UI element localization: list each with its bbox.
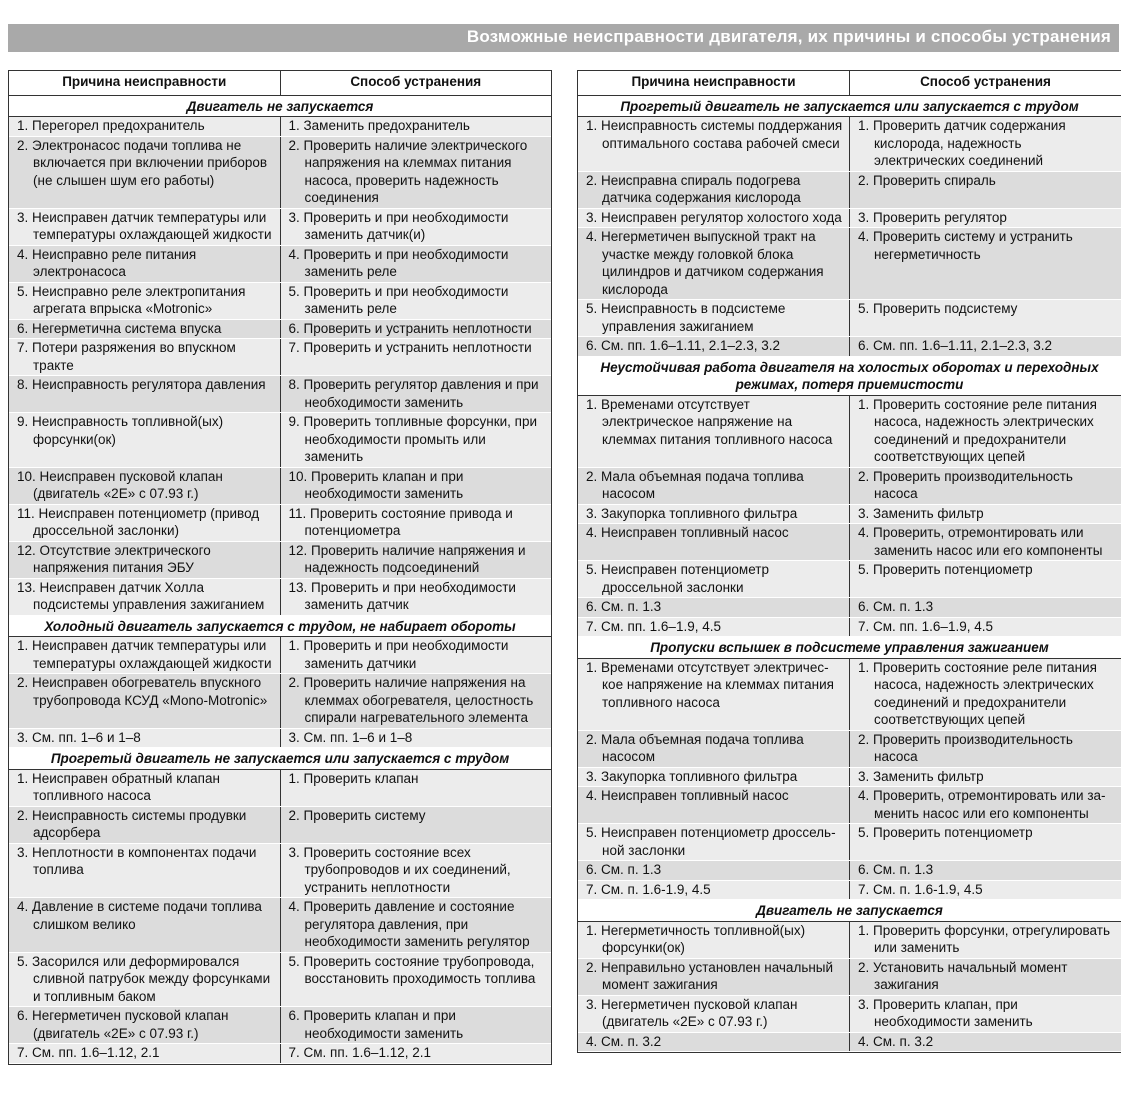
cause-text: 1. Временами отсутствует электрическое напряжение на клеммах питания топливного насоса [586, 396, 833, 447]
section-row [578, 637, 1121, 659]
cause-cell [578, 617, 850, 637]
remedy-text: 2. Установить начальный момент зажигания [858, 959, 1068, 992]
remedy-text: 13. Проверить и при необходимости заменить датчик [288, 579, 516, 612]
cause-cell [578, 171, 850, 208]
cause-cell [578, 228, 850, 300]
remedy-text: 2. Проверить наличие электрического напряжения на клеммах питания насоса, проверить надежность соединения [288, 137, 528, 205]
cause-text: 1. Неисправность системы поддержания оптимального состава рабочей смеси [586, 118, 843, 151]
remedy-text: 11. Проверить состояние привода и потенциометра [288, 505, 513, 538]
remedy-cell [280, 1007, 551, 1044]
cause-text: 10. Неисправен пусковой клапан (двигатель «2E» с 07.93 г.) [17, 468, 223, 501]
cause-cell [578, 208, 850, 228]
cause-text: 5. Неисправен потенциометр дроссельной заслонки [586, 562, 769, 595]
section-row [9, 95, 551, 117]
remedy-text: 4. Проверить и при необходимости заменить реле [288, 246, 509, 279]
cause-text: 4. Негерметичен выпускной тракт на участке между головкой блока цилиндров и датчиком содержания кислорода [586, 229, 824, 297]
cause-text: 4. Неисправно реле питания электронасоса [17, 246, 197, 279]
cause-text: 2. Мала объемная подача топлива насосом [586, 731, 804, 764]
cause-text: 4. См. п. 3.2 [586, 1033, 662, 1049]
remedy-text: 5. Проверить потенциометр [858, 562, 1033, 577]
cause-text: 4. Давление в системе подачи топлива слишком велико [17, 899, 262, 932]
cause-text: 13. Неисправен датчик Холла подсистемы управления зажиганием [17, 579, 265, 612]
section-title: Прогретый двигатель не запускается или запускается с трудом [9, 748, 551, 770]
section-row [9, 615, 551, 637]
remedy-text: 2. Проверить систему [288, 807, 426, 823]
remedy-text: 6. Проверить и устранить неплотности [288, 320, 532, 336]
cause-cell [578, 467, 850, 504]
cause-text: 3. Закупорка топливного фильтра [586, 505, 798, 521]
cause-text: 5. Неисправен потенциометр дроссельной заслонки [586, 825, 836, 858]
section-title: Пропуски вспышек в подсистеме управления зажиганием [578, 637, 1121, 659]
remedy-text: 1. Проверить и при необходимости заменить датчики [288, 638, 509, 671]
table-row [9, 339, 551, 376]
table-row [9, 1044, 551, 1064]
cause-text: 4. Неисправен топливный насос [586, 788, 789, 803]
remedy-cell [850, 171, 1121, 208]
cause-cell [9, 728, 280, 748]
table-row [578, 504, 1121, 524]
cause-cell [9, 1044, 280, 1064]
remedy-cell [850, 824, 1121, 861]
section-title: Неустойчивая работа двигателя на холостых оборотах и переходных режимах, потеря приемистости [578, 356, 1121, 395]
remedy-cell [280, 117, 551, 137]
table-row [9, 1007, 551, 1044]
cause-text: 3. См. пп. 1–6 и 1–8 [17, 729, 141, 745]
remedy-text: 1. Проверить клапан [288, 770, 419, 786]
table-header-row [578, 71, 1121, 95]
remedy-cell [280, 637, 551, 674]
fault-table [9, 71, 551, 1064]
section-row [578, 95, 1121, 117]
remedy-cell [280, 376, 551, 413]
cause-cell [9, 282, 280, 319]
remedy-cell [850, 300, 1121, 337]
remedy-cell [280, 245, 551, 282]
cause-text: 8. Неисправность регулятора давления [17, 377, 266, 392]
remedy-text: 3. Заменить фильтр [858, 505, 984, 521]
cause-cell [9, 208, 280, 245]
title-banner [8, 24, 1119, 52]
remedy-text: 10. Проверить клапан и при необходимости заменить [288, 468, 464, 501]
cause-cell [578, 117, 850, 172]
remedy-text: 5. Проверить подсистему [858, 301, 1018, 316]
table-row [578, 524, 1121, 561]
cause-cell [578, 958, 850, 995]
cause-cell [9, 1007, 280, 1044]
cause-cell [578, 337, 850, 357]
cause-cell [9, 339, 280, 376]
cause-text: 2. Неправильно установлен начальный момент зажигания [586, 959, 834, 992]
header-cause: Причина неисправности [9, 71, 280, 95]
table-row [578, 767, 1121, 787]
cause-text: 9. Неисправность топливной(ых) форсунки(ок) [17, 414, 224, 447]
table-row [9, 245, 551, 282]
remedy-cell [850, 658, 1121, 730]
table-row [578, 921, 1121, 958]
cause-text: 1. Неисправен датчик температуры или температуры охлаждающей жидкости [17, 638, 272, 671]
cause-text: 3. Неплотности в компонентах подачи топлива [17, 844, 257, 877]
cause-text: 7. См. пп. 1.6–1.9, 4.5 [586, 618, 721, 634]
section-title: Двигатель не запускается [9, 95, 551, 117]
remedy-text: 3. См. пп. 1–6 и 1–8 [288, 729, 413, 745]
cause-cell [9, 952, 280, 1007]
table-row [9, 637, 551, 674]
cause-text: 2. Неисправность системы продувки адсорбера [17, 807, 247, 840]
remedy-cell [280, 136, 551, 208]
cause-cell [9, 413, 280, 468]
table-row [578, 730, 1121, 767]
header-remedy: Способ устранения [850, 71, 1121, 95]
cause-cell [578, 824, 850, 861]
cause-cell [578, 767, 850, 787]
table-row [9, 578, 551, 615]
table-row [9, 769, 551, 806]
cause-cell [9, 806, 280, 843]
cause-text: 6. Негерметична система впуска [17, 320, 222, 336]
cause-text: 3. Закупорка топливного фильтра [586, 768, 798, 784]
cause-cell [578, 1032, 850, 1052]
cause-cell [9, 541, 280, 578]
cause-text: 2. Неисправен обогреватель впускного трубопровода КСУД «Mono-Motronic» [17, 675, 268, 708]
table-row [578, 787, 1121, 824]
table-row [578, 300, 1121, 337]
section-row [9, 748, 551, 770]
remedy-text: 9. Проверить топливные форсунки, при необходимости промыть или заменить [288, 414, 538, 464]
remedy-text: 4. Проверить, отремонтировать или заменить насос или его компоненты [858, 525, 1103, 558]
right-table-column [577, 70, 1121, 1053]
remedy-text: 5. Проверить состояние трубопровода, восстановить проходимость топлива [288, 953, 536, 986]
cause-cell [9, 136, 280, 208]
remedy-cell [280, 208, 551, 245]
table-row [9, 674, 551, 729]
cause-text: 6. См. п. 1.3 [586, 599, 662, 614]
table-row [9, 117, 551, 137]
remedy-cell [850, 598, 1121, 618]
table-row [578, 658, 1121, 730]
remedy-text: 2. Проверить наличие напряжения на клеммах обогревателя, целостность спирали нагревательного элемента [288, 675, 534, 725]
remedy-text: 3. Проверить и при необходимости заменить датчик(и) [288, 209, 509, 242]
remedy-text: 4. Проверить, отремонтировать или заменить насос или его компоненты [858, 788, 1106, 821]
remedy-cell [850, 787, 1121, 824]
table-row [578, 880, 1121, 900]
remedy-cell [280, 319, 551, 339]
table-row [578, 395, 1121, 467]
cause-cell [578, 524, 850, 561]
table-row [9, 376, 551, 413]
table-row [9, 319, 551, 339]
cause-text: 11. Неисправен потенциометр (привод дроссельной заслонки) [17, 505, 260, 538]
remedy-cell [850, 995, 1121, 1032]
cause-text: 5. Неисправно реле электропитания агрегата впрыска «Motronic» [17, 283, 246, 316]
remedy-cell [850, 958, 1121, 995]
table-row [578, 617, 1121, 637]
remedy-text: 6. См. п. 1.3 [858, 599, 934, 614]
table-row [578, 958, 1121, 995]
remedy-cell [280, 898, 551, 953]
cause-cell [9, 319, 280, 339]
cause-text: 1. Временами отсутствует электрическое напряжение на клеммах питания топливного насоса [586, 659, 834, 710]
remedy-text: 7. Проверить и устранить неплотности [288, 340, 532, 355]
cause-cell [9, 467, 280, 504]
remedy-cell [280, 674, 551, 729]
section-title: Холодный двигатель запускается с трудом, не набирает обороты [9, 615, 551, 637]
remedy-text: 1. Проверить состояние реле питания насоса, надежность электрических соединений и предохранители соответствующих цепей [858, 396, 1097, 464]
remedy-cell [280, 952, 551, 1007]
remedy-cell [850, 504, 1121, 524]
remedy-text: 4. См. п. 3.2 [858, 1033, 934, 1049]
table-row [9, 208, 551, 245]
cause-text: 5. Засорился или деформировался сливной патрубок между форсунками и топливным баком [17, 953, 271, 1004]
remedy-cell [850, 395, 1121, 467]
remedy-text: 3. Проверить регулятор [858, 209, 1007, 225]
remedy-text: 7. См. п. 1.6-1.9, 4.5 [858, 881, 983, 897]
remedy-text: 3. Заменить фильтр [858, 768, 984, 784]
remedy-text: 4. Проверить давление и состояние регулятора давления, при необходимости заменить регулятор [288, 899, 530, 949]
table-row [578, 208, 1121, 228]
cause-text: 12. Отсутствие электрического напряжения питания ЭБУ [17, 542, 211, 575]
table-row [9, 467, 551, 504]
cause-cell [578, 861, 850, 881]
header-remedy: Способ устранения [280, 71, 551, 95]
remedy-cell [280, 282, 551, 319]
cause-cell [578, 300, 850, 337]
remedy-cell [850, 880, 1121, 900]
fault-table [578, 71, 1121, 1052]
cause-cell [9, 843, 280, 898]
table-row [9, 504, 551, 541]
table-row [578, 861, 1121, 881]
table-row [578, 598, 1121, 618]
cause-text: 1. Негерметичность топливной(ых) форсунки(ок) [586, 922, 806, 955]
cause-cell [578, 880, 850, 900]
page-title: Возможные неисправности двигателя, их причины и способы устранения [466, 27, 1111, 46]
cause-text: 6. См. пп. 1.6–1.11, 2.1–2.3, 3.2 [586, 338, 781, 353]
remedy-cell [280, 1044, 551, 1064]
cause-cell [9, 117, 280, 137]
remedy-cell [850, 337, 1121, 357]
remedy-text: 1. Проверить датчик содержания кислорода, надежность электрических соединений [858, 118, 1066, 168]
remedy-cell [850, 228, 1121, 300]
table-row [9, 413, 551, 468]
cause-cell [578, 787, 850, 824]
remedy-cell [280, 504, 551, 541]
remedy-text: 2. Проверить спираль [858, 172, 996, 188]
remedy-cell [280, 728, 551, 748]
remedy-cell [280, 339, 551, 376]
remedy-cell [850, 730, 1121, 767]
remedy-cell [280, 541, 551, 578]
remedy-cell [850, 921, 1121, 958]
table-row [578, 995, 1121, 1032]
remedy-cell [280, 413, 551, 468]
header-cause: Причина неисправности [578, 71, 850, 95]
cause-cell [9, 674, 280, 729]
table-header-row [9, 71, 551, 95]
table-row [578, 561, 1121, 598]
remedy-text: 2. Проверить производительность насоса [858, 468, 1073, 501]
cause-text: 5. Неисправность в подсистеме управления зажиганием [586, 301, 786, 334]
remedy-cell [850, 524, 1121, 561]
remedy-text: 3. Проверить состояние всех трубопроводов и их соединений, устранить неплотности [288, 844, 511, 895]
cause-text: 7. Потери разряжения во впускном тракте [17, 340, 236, 373]
section-title: Прогретый двигатель не запускается или запускается с трудом [578, 95, 1121, 117]
table-row [9, 728, 551, 748]
remedy-cell [280, 843, 551, 898]
section-row [578, 900, 1121, 922]
remedy-text: 8. Проверить регулятор давления и при необходимости заменить [288, 377, 539, 410]
remedy-text: 7. См. пп. 1.6–1.12, 2.1 [288, 1045, 431, 1060]
cause-text: 7. См. п. 1.6-1.9, 4.5 [586, 881, 711, 897]
table-row [578, 117, 1121, 172]
table-row [9, 806, 551, 843]
remedy-cell [850, 767, 1121, 787]
remedy-text: 4. Проверить систему и устранить негерметичность [858, 229, 1073, 262]
table-row [9, 952, 551, 1007]
remedy-cell [280, 806, 551, 843]
remedy-cell [280, 769, 551, 806]
cause-text: 3. Неисправен регулятор холостого хода [586, 209, 842, 225]
table-row [578, 171, 1121, 208]
cause-cell [578, 921, 850, 958]
remedy-text: 7. См. пп. 1.6–1.9, 4.5 [858, 618, 993, 634]
cause-cell [9, 769, 280, 806]
remedy-text: 12. Проверить наличие напряжения и надежность подсоединений [288, 542, 526, 575]
table-row [578, 467, 1121, 504]
remedy-cell [280, 467, 551, 504]
cause-text: 6. Негерметичен пусковой клапан (двигатель «2E» с 07.93 г.) [17, 1008, 229, 1041]
cause-text: 1. Неисправен обратный клапан топливного насоса [17, 770, 220, 803]
cause-text: 3. Негерметичен пусковой клапан (двигатель «2E» с 07.93 г.) [586, 996, 798, 1029]
cause-cell [578, 395, 850, 467]
cause-cell [578, 598, 850, 618]
section-title: Двигатель не запускается [578, 900, 1121, 922]
table-row [9, 898, 551, 953]
cause-text: 2. Мала объемная подача топлива насосом [586, 468, 804, 501]
table-row [9, 843, 551, 898]
cause-cell [578, 995, 850, 1032]
remedy-cell [850, 1032, 1121, 1052]
remedy-cell [850, 861, 1121, 881]
left-table-column [8, 70, 552, 1065]
cause-cell [578, 658, 850, 730]
remedy-cell [850, 117, 1121, 172]
cause-cell [578, 561, 850, 598]
cause-cell [9, 578, 280, 615]
table-row [578, 1032, 1121, 1052]
remedy-text: 1. Проверить состояние реле питания насоса, надежность электрических соединений и предохранители соответствующих цепей [858, 659, 1097, 727]
cause-text: 6. См. п. 1.3 [586, 862, 662, 877]
table-row [9, 282, 551, 319]
remedy-text: 6. См. пп. 1.6–1.11, 2.1–2.3, 3.2 [858, 338, 1053, 353]
cause-cell [9, 898, 280, 953]
table-row [9, 136, 551, 208]
table-row [9, 541, 551, 578]
remedy-text: 6. Проверить клапан и при необходимости заменить [288, 1008, 464, 1041]
remedy-text: 5. Проверить потенциометр [858, 825, 1033, 840]
cause-cell [578, 730, 850, 767]
cause-text: 2. Электронасос подачи топлива не включается при включении приборов (не слышен шум его работы) [17, 137, 268, 188]
remedy-cell [850, 561, 1121, 598]
remedy-cell [850, 617, 1121, 637]
cause-text: 1. Перегорел предохранитель [17, 118, 205, 133]
cause-cell [9, 637, 280, 674]
table-row [578, 824, 1121, 861]
cause-text: 4. Неисправен топливный насос [586, 525, 789, 540]
cause-cell [578, 504, 850, 524]
table-row [578, 228, 1121, 300]
remedy-text: 3. Проверить клапан, при необходимости заменить [858, 996, 1033, 1029]
cause-text: 7. См. пп. 1.6–1.12, 2.1 [17, 1045, 160, 1060]
cause-cell [9, 376, 280, 413]
remedy-text: 1. Проверить форсунки, отрегулировать или заменить [858, 922, 1110, 955]
remedy-text: 1. Заменить предохранитель [288, 118, 470, 133]
cause-text: 2. Неисправна спираль подогрева датчика содержания кислорода [586, 172, 801, 205]
cause-cell [9, 504, 280, 541]
remedy-cell [280, 578, 551, 615]
remedy-cell [850, 208, 1121, 228]
table-row [578, 337, 1121, 357]
section-row [578, 356, 1121, 395]
remedy-text: 2. Проверить производительность насоса [858, 731, 1073, 764]
remedy-cell [850, 467, 1121, 504]
remedy-text: 6. См. п. 1.3 [858, 862, 934, 877]
remedy-text: 5. Проверить и при необходимости заменить реле [288, 283, 509, 316]
cause-text: 3. Неисправен датчик температуры или температуры охлаждающей жидкости [17, 209, 272, 242]
cause-cell [9, 245, 280, 282]
